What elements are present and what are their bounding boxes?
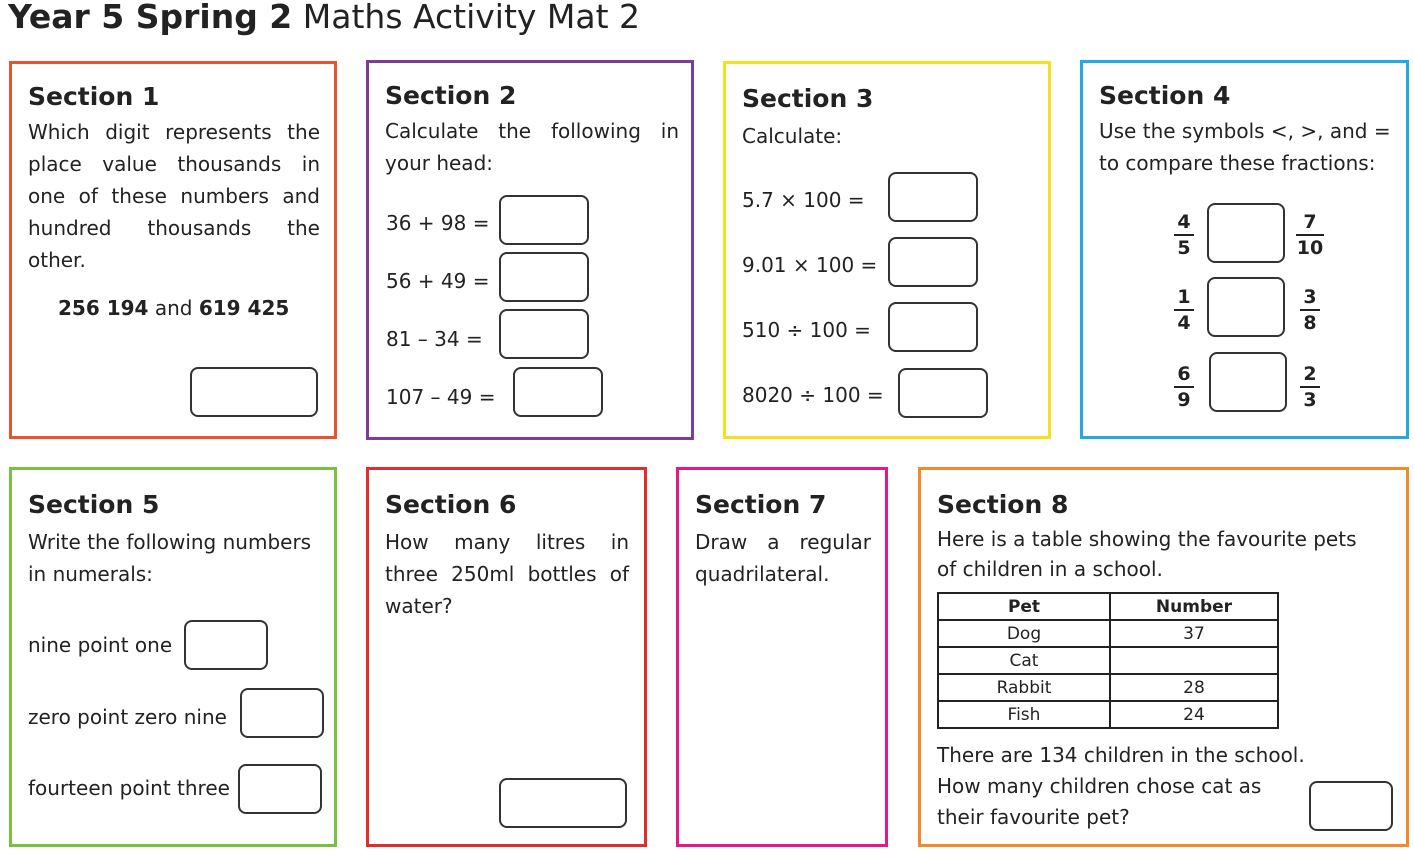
text-line: There are 134 children in the school. [937, 743, 1305, 767]
section-3-card [723, 61, 1051, 439]
section-text [385, 526, 629, 622]
number-word-label: fourteen point three [28, 776, 230, 800]
answer-box[interactable] [499, 195, 589, 245]
table-cell: Dog [938, 620, 1110, 647]
text-line: Here is a table showing the favourite pets [937, 527, 1357, 551]
fraction-left [1164, 363, 1204, 411]
text-line: to compare these fractions: [1099, 151, 1376, 175]
table-cell: 24 [1110, 701, 1278, 728]
section-5-card [9, 467, 337, 847]
table-cell: 37 [1110, 620, 1278, 647]
section-text [695, 526, 871, 590]
compare-box[interactable] [1207, 277, 1285, 337]
section-heading: Section 3 [742, 84, 874, 113]
answer-box[interactable] [1309, 781, 1393, 831]
text-line: hundred thousands the [28, 216, 320, 240]
text-line: Draw a regular [695, 530, 871, 554]
section-text [28, 116, 320, 276]
section-text [385, 115, 679, 179]
table-cell: Rabbit [938, 674, 1110, 701]
text-line: three 250ml bottles of [385, 562, 629, 586]
question-text [937, 740, 1337, 833]
text-line: place value thousands in [28, 152, 320, 176]
answer-box[interactable] [190, 367, 318, 417]
calc-label: 56 + 49 = [386, 269, 490, 293]
number-word-label: zero point zero nine [28, 705, 227, 729]
section-text [28, 526, 328, 590]
compare-box[interactable] [1209, 352, 1287, 412]
denominator: 8 [1303, 312, 1317, 334]
text-line: How many litres in [385, 530, 629, 554]
answer-box[interactable] [888, 172, 978, 222]
denominator: 10 [1296, 237, 1324, 259]
fraction-bar [1300, 386, 1320, 388]
number-word-label: nine point one [28, 633, 173, 657]
table-cell: 28 [1110, 674, 1278, 701]
table-row [938, 647, 1278, 674]
section-heading: Section 8 [937, 490, 1069, 519]
section-6-card [366, 467, 647, 847]
pets-table [937, 592, 1279, 729]
section-heading: Section 7 [695, 490, 827, 519]
section-heading: Section 5 [28, 490, 160, 519]
section-text [1099, 115, 1399, 179]
denominator: 5 [1177, 237, 1191, 259]
section-heading: Section 4 [1099, 81, 1231, 110]
table-row [938, 620, 1278, 647]
section-heading: Section 2 [385, 81, 517, 110]
calc-label: 5.7 × 100 = [742, 188, 865, 212]
text-line: Write the following numbers [28, 530, 312, 554]
text-line: your head: [385, 151, 493, 175]
section-2-card [366, 60, 694, 440]
number-1: 256 194 [58, 296, 149, 320]
calc-label: 8020 ÷ 100 = [742, 383, 884, 407]
text-line: Calculate the following in [385, 119, 679, 143]
section-heading: Section 6 [385, 490, 517, 519]
and-word: and [154, 296, 193, 320]
number-2: 619 425 [198, 296, 290, 320]
answer-box[interactable] [240, 688, 324, 738]
table-header-row [938, 593, 1278, 620]
text-line: other. [28, 248, 86, 272]
answer-box[interactable] [238, 764, 322, 814]
calc-label: 9.01 × 100 = [742, 253, 878, 277]
calc-label: 81 – 34 = [386, 327, 483, 351]
numerator: 6 [1177, 363, 1191, 385]
fraction-right [1290, 363, 1330, 411]
table-row [938, 674, 1278, 701]
answer-box[interactable] [499, 252, 589, 302]
title-rest: Maths Activity Mat 2 [302, 0, 641, 36]
answer-box[interactable] [184, 620, 268, 670]
answer-box[interactable] [499, 309, 589, 359]
numerator: 7 [1303, 211, 1317, 233]
section-1-card [9, 61, 337, 439]
section-7-card [676, 467, 888, 847]
section-8-card [918, 467, 1409, 847]
text-line: water? [385, 594, 453, 618]
section-text: Calculate: [742, 124, 843, 148]
denominator: 9 [1177, 389, 1191, 411]
fraction-right [1290, 286, 1330, 334]
fraction-bar [1174, 234, 1194, 236]
section-heading: Section 1 [28, 82, 160, 111]
table-cell [1110, 647, 1278, 674]
text-line: in numerals: [28, 562, 153, 586]
section-text [937, 524, 1397, 584]
fraction-left [1164, 211, 1204, 259]
title-bold: Year 5 Spring 2 [8, 0, 293, 36]
denominator: 4 [1177, 312, 1191, 334]
table-row [938, 701, 1278, 728]
fraction-bar [1296, 234, 1324, 236]
numerator: 4 [1177, 211, 1191, 233]
denominator: 3 [1303, 389, 1317, 411]
text-line: of children in a school. [937, 557, 1163, 581]
text-line: How many children chose cat as [937, 774, 1262, 798]
calc-label: 36 + 98 = [386, 211, 490, 235]
fraction-bar [1174, 386, 1194, 388]
table-cell: Fish [938, 701, 1110, 728]
compare-box[interactable] [1207, 203, 1285, 263]
calc-label: 510 ÷ 100 = [742, 318, 871, 342]
fraction-bar [1174, 309, 1194, 311]
numerator: 1 [1177, 286, 1191, 308]
fraction-bar [1300, 309, 1320, 311]
answer-box[interactable] [513, 367, 603, 417]
fraction-left [1164, 286, 1204, 334]
fraction-right [1290, 211, 1330, 259]
numerator: 2 [1303, 363, 1317, 385]
numerator: 3 [1303, 286, 1317, 308]
text-line: one of these numbers and [28, 184, 320, 208]
answer-box[interactable] [888, 302, 978, 352]
column-header: Pet [938, 593, 1110, 620]
numbers-line [58, 294, 289, 322]
table-cell: Cat [938, 647, 1110, 674]
page-title [8, 0, 640, 40]
text-line: Use the symbols <, >, and = [1099, 119, 1391, 143]
calc-label: 107 – 49 = [386, 385, 496, 409]
section-4-card [1080, 60, 1409, 439]
text-line: their favourite pet? [937, 805, 1130, 829]
text-line: quadrilateral. [695, 562, 830, 586]
answer-box[interactable] [499, 778, 627, 828]
answer-box[interactable] [898, 368, 988, 418]
answer-box[interactable] [888, 237, 978, 287]
text-line: Which digit represents the [28, 120, 320, 144]
column-header: Number [1110, 593, 1278, 620]
